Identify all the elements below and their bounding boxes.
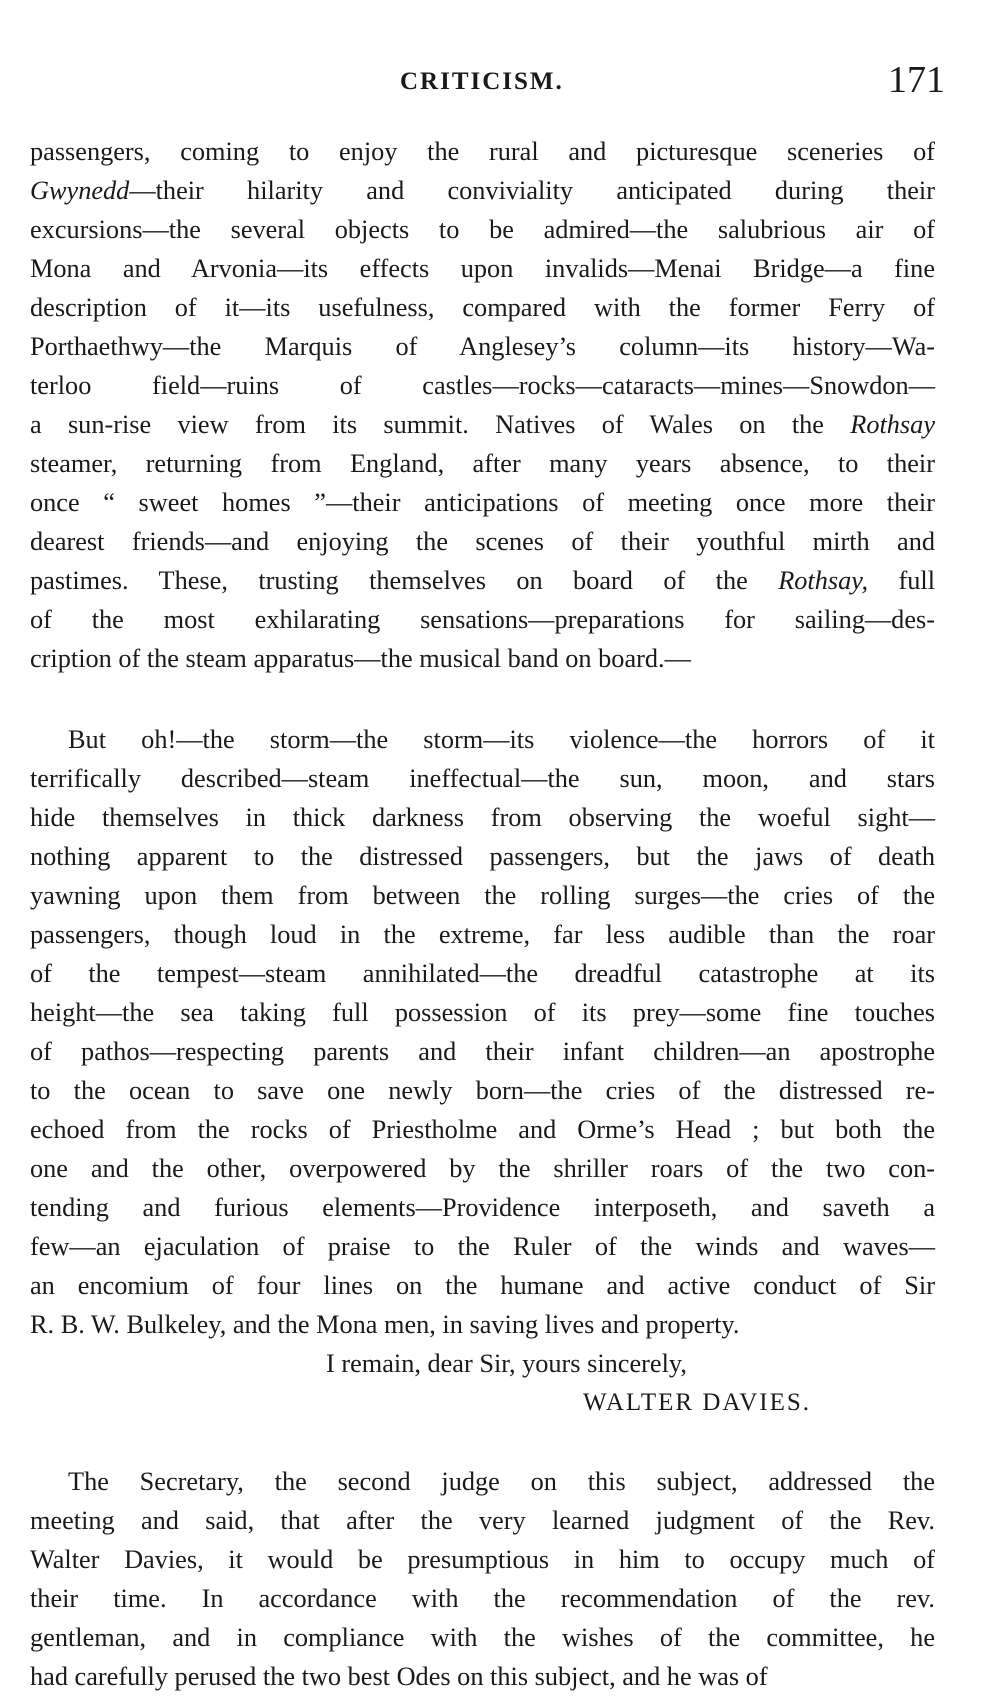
text-line: terloo field—ruins of castles—rocks—cataracts—mines—Snowdon—	[30, 371, 935, 400]
text-segment: full	[868, 566, 935, 595]
body-text	[30, 132, 935, 1696]
text-line: echoed from the rocks of Priestholme and Orme’s Head ; but both the	[30, 1115, 935, 1144]
text-line: once “ sweet homes ”—their anticipations of meeting once more their	[30, 488, 935, 517]
text-line	[30, 171, 935, 210]
text-line	[30, 405, 935, 444]
text-line: tending and furious elements—Providence interposeth, and saveth a	[30, 1193, 935, 1222]
text-line: gentleman, and in compliance with the wishes of the committee, he	[30, 1623, 935, 1652]
text-line: of pathos—respecting parents and their infant children—an apostrophe	[30, 1037, 935, 1066]
text-line: yawning upon them from between the rolling surges—the cries of the	[30, 881, 935, 910]
text-line: few—an ejaculation of praise to the Ruler of the winds and waves—	[30, 1232, 935, 1261]
text-line: Porthaethwy—the Marquis of Anglesey’s column—its history—Wa-	[30, 332, 935, 361]
text-line: The Secretary, the second judge on this subject, addressed the	[68, 1467, 935, 1496]
text-line: had carefully perused the two best Odes on this subject, and he was of	[30, 1662, 768, 1691]
text-line: hide themselves in thick darkness from observing the woeful sight—	[30, 803, 935, 832]
page-number: 171	[888, 59, 945, 101]
text-line: R. B. W. Bulkeley, and the Mona men, in saving lives and property.	[30, 1310, 740, 1339]
text-segment: pastimes. These, trusting themselves on board of the	[30, 566, 779, 595]
text-line: their time. In accordance with the recommendation of the rev.	[30, 1584, 935, 1613]
italic-text: Rothsay	[850, 410, 935, 439]
text-line: nothing apparent to the distressed passengers, but the jaws of death	[30, 842, 935, 871]
text-line: But oh!—the storm—the storm—its violence—the horrors of it	[68, 725, 935, 754]
text-line: height—the sea taking full possession of its prey—some fine touches	[30, 998, 935, 1027]
text-line: to the ocean to save one newly born—the cries of the distressed re-	[30, 1076, 935, 1105]
text-line: terrifically described—steam ineffectual—the sun, moon, and stars	[30, 764, 935, 793]
paragraph-summary-storm	[30, 720, 935, 1344]
text-line: description of it—its usefulness, compared with the former Ferry of	[30, 293, 935, 322]
text-line	[30, 561, 935, 600]
text-line: excursions—the several objects to be admired—the salubrious air of	[30, 215, 935, 244]
text-line: cription of the steam apparatus—the musical band on board.—	[30, 644, 691, 673]
text-line: one and the other, overpowered by the shriller roars of the two con-	[30, 1154, 935, 1183]
running-head: CRITICISM.	[400, 68, 564, 95]
closing-salutation: I remain, dear Sir, yours sincerely,	[326, 1349, 687, 1378]
text-line: passengers, coming to enjoy the rural and picturesque sceneries of	[30, 137, 935, 166]
text-line: Walter Davies, it would be presumptious in him to occupy much of	[30, 1545, 935, 1574]
text-line: steamer, returning from England, after many years absence, to their	[30, 449, 935, 478]
text-segment: —their hilarity and conviviality anticipated during their	[129, 176, 935, 205]
italic-text: Rothsay,	[778, 566, 869, 595]
text-line: an encomium of four lines on the humane and active conduct of Sir	[30, 1271, 935, 1300]
text-segment: a sun-rise view from its summit. Natives of Wales on the	[30, 410, 851, 439]
text-line: passengers, though loud in the extreme, far less audible than the roar	[30, 920, 935, 949]
text-line: of the tempest—steam annihilated—the dreadful catastrophe at its	[30, 959, 935, 988]
text-line: meeting and said, that after the very learned judgment of the Rev.	[30, 1506, 935, 1535]
paragraph-summary-voyage	[30, 132, 935, 678]
text-line: of the most exhilarating sensations—preparations for sailing—des-	[30, 605, 935, 634]
text-line: Mona and Arvonia—its effects upon invalids—Menai Bridge—a fine	[30, 254, 935, 283]
text-line: dearest friends—and enjoying the scenes of their youthful mirth and	[30, 527, 935, 556]
paragraph-secretary	[30, 1462, 935, 1696]
italic-text: Gwynedd	[30, 176, 130, 205]
signature: WALTER DAVIES.	[583, 1389, 812, 1416]
page-header	[0, 58, 985, 104]
